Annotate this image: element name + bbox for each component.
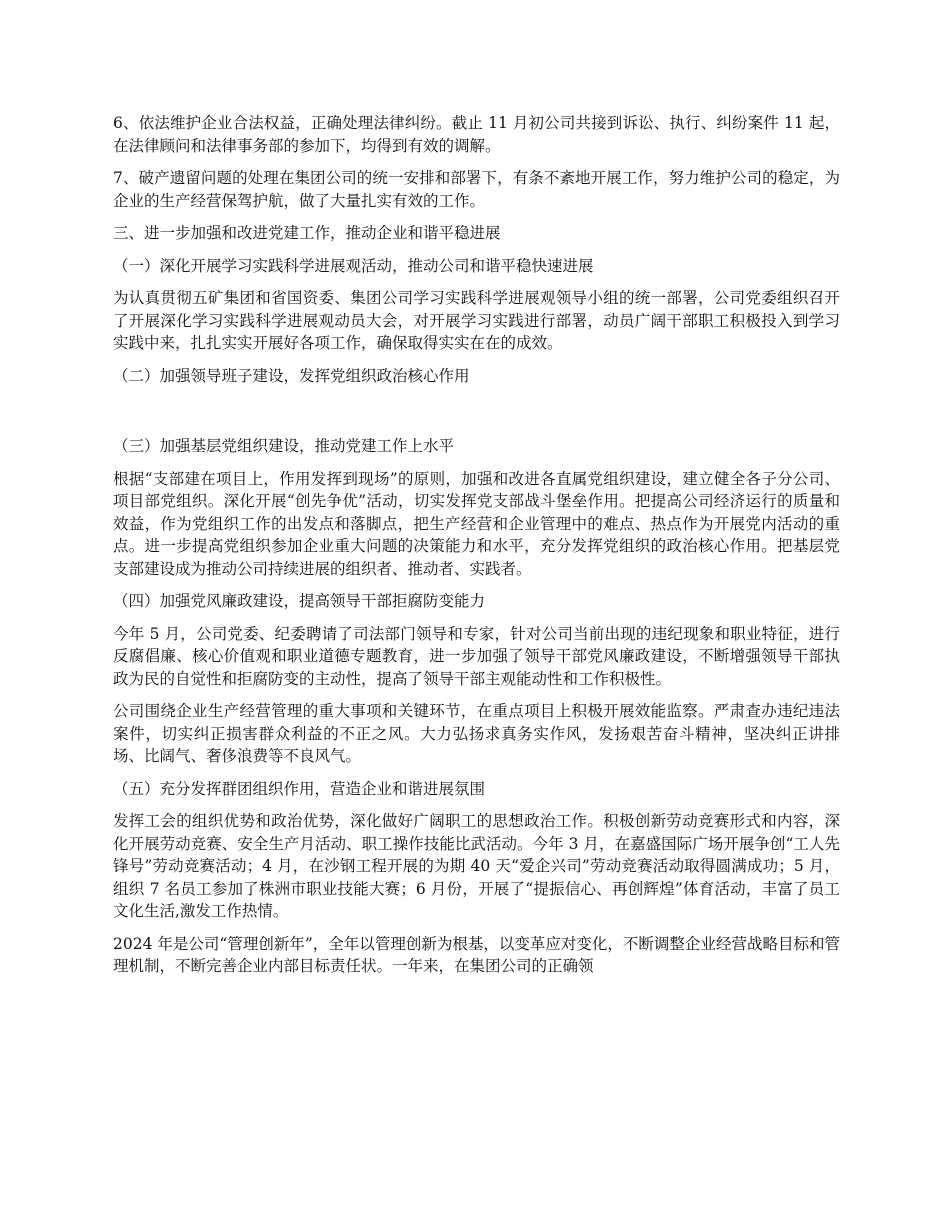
document-page (113, 112, 840, 988)
subsection-heading-4: （四）加强党风廉政建设，提高领导干部拒腐防变能力 (113, 592, 486, 610)
subsection-heading-3: （三）加强基层党组织建设，推动党建工作上水平 (113, 437, 455, 455)
blank-space (113, 397, 840, 435)
subsection-heading-1: （一）深化开展学习实践科学进展观活动，推动公司和谐平稳快速进展 (113, 256, 594, 275)
paragraph-union-work: 发挥工会的组织优势和政治优势，深化做好广阔职工的思想政治工作。积极创新劳动竞赛形式和内容，深化开展劳动竞赛、安全生产月活动、职工操作技能比武活动。今年 3 月，在嘉盛国际广场开展争创“工人先锋号”劳动竞赛活动；4 月，在沙钢工程开展的为期 40 天“爱企兴司”劳动竞赛活动取得圆满成功；5 月，组织 7 名员工参加了株洲市职业技能大赛；6 月份，开展了“提振信心、再创辉煌”体育活动，丰富了员工文化生活,激发工作热情。 (113, 812, 840, 920)
paragraph-efficiency-supervision: 公司围绕企业生产经营管理的重大事项和关键环节，在重点项目上积极开展效能监察。严肃查办违纪违法案件，切实纠正损害群众利益的不正之风。大力弘扬求真务实作风，发扬艰苦奋斗精神，坚决纠正讲排场、比阔气、奢侈浪费等不良风气。 (113, 702, 840, 765)
subsection-heading-2: （二）加强领导班子建设，发挥党组织政治核心作用 (113, 366, 470, 385)
paragraph-item-7: 7、破产遗留问题的处理在集团公司的统一安排和部署下，有条不紊地开展工作，努力维护公司的稳定，为企业的生产经营保驾护航，做了大量扎实有效的工作。 (113, 169, 840, 210)
paragraph-item-6: 6、依法维护企业合法权益，正确处理法律纠纷。截止 11 月初公司共接到诉讼、执行、纠纷案件 11 起，在法律顾问和法律事务部的参加下，均得到有效的调解。 (113, 114, 840, 155)
paragraph-anti-corruption: 今年 5 月，公司党委、纪委聘请了司法部门领导和专家，针对公司当前出现的违纪现象和职业特征，进行反腐倡廉、核心价值观和职业道德专题教育，进一步加强了领导干部党风廉政建设，不断增强领导干部执政为民的自觉性和拒腐防变的主动性，提高了领导干部主观能动性和工作积极性。 (113, 624, 840, 688)
paragraph-grassroots: 根据“支部建在项目上，作用发挥到现场”的原则，加强和改进各直属党组织建设，建立健全各子分公司、项目部党组织。深化开展“创先争优”活动，切实发挥党支部战斗堡垒作用。把提高公司经济运行的质量和效益，作为党组织工作的出发点和落脚点，把生产经营和企业管理中的难点、热点作为开展党内活动的重点。进一步提高党组织参加企业重大问题的决策能力和水平，充分发挥党组织的政治核心作用。把基层党支部建设成为推动公司持续进展的组织者、推动者、实践者。 (113, 469, 840, 578)
section-heading-3: 三、进一步加强和改进党建工作，推动企业和谐平稳进展 (113, 224, 501, 242)
subsection-heading-5: （五）充分发挥群团组织作用，营造企业和谐进展氛围 (113, 779, 486, 798)
paragraph-study-practice: 为认真贯彻五矿集团和省国资委、集团公司学习实践科学进展观领导小组的统一部署，公司党委组织召开了开展深化学习实践科学进展观动员大会，对开展学习实践进行部署，动员广阔干部职工积极投入到学习实践中来，扎扎实实开展好各项工作，确保取得实实在在的成效。 (113, 289, 840, 352)
paragraph-management-year: 2024 年是公司“管理创新年”，全年以管理创新为根基，以变革应对变化，不断调整企业经营战略目标和管理机制，不断完善企业内部目标责任状。一年来，在集团公司的正确领 (113, 934, 840, 975)
